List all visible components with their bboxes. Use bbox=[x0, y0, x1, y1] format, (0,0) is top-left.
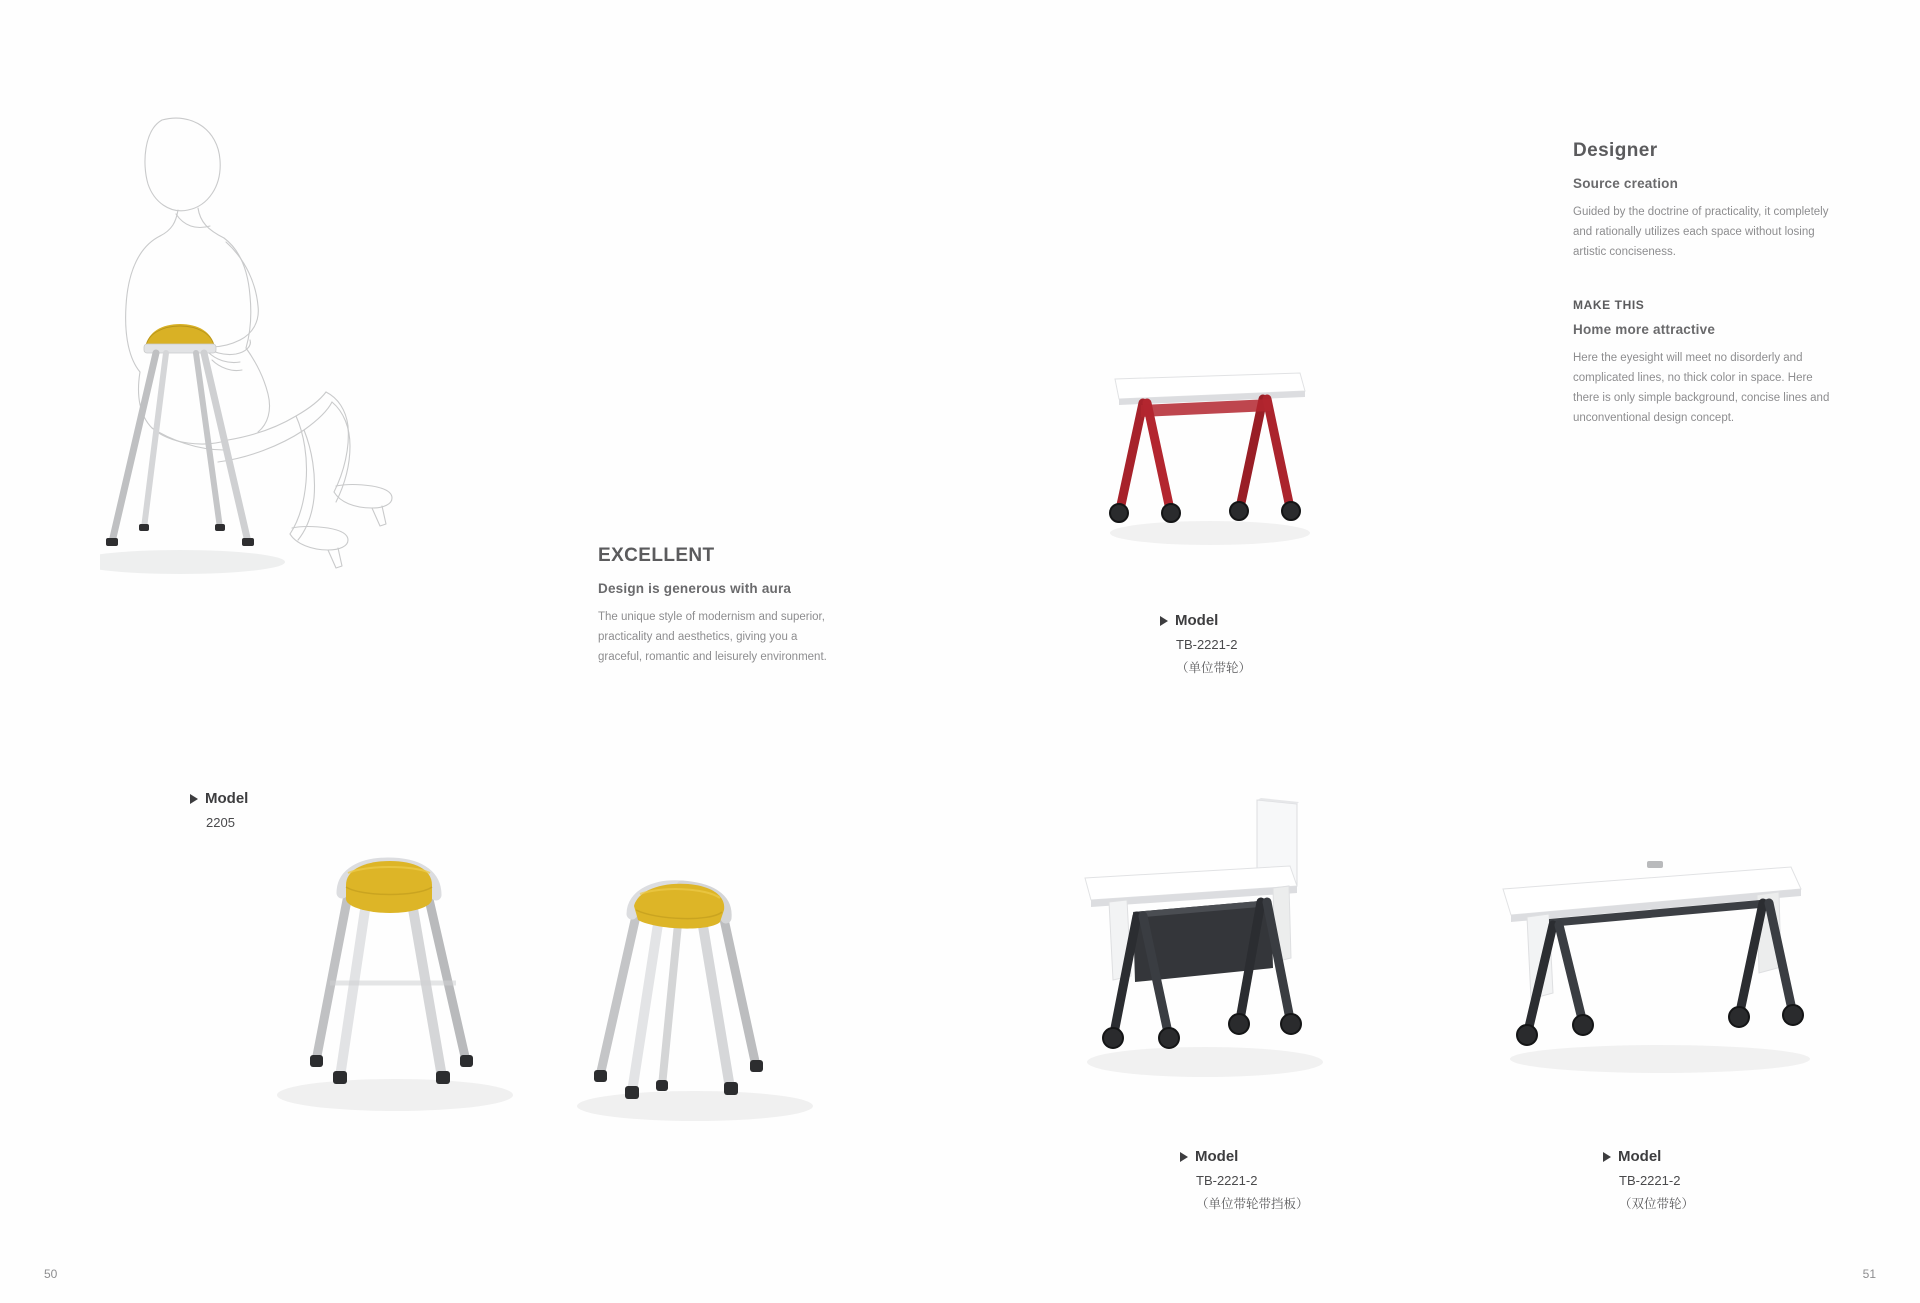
table-tb-2221-2-double-photo bbox=[1495, 845, 1825, 1085]
model-caption-tb-2221-2-modesty bbox=[1180, 1148, 1309, 1212]
model-caption-tb-2221-2-double bbox=[1603, 1148, 1694, 1212]
make-this-label: MAKE THIS bbox=[1573, 298, 1645, 313]
table-tb-2221-2-modesty-photo bbox=[1075, 790, 1335, 1090]
model-label: Model bbox=[205, 790, 249, 807]
designer-subtitle: Source creation bbox=[1573, 176, 1679, 191]
stool-2205-photo-angled bbox=[570, 880, 820, 1130]
triangle-right-icon bbox=[190, 794, 198, 804]
triangle-right-icon bbox=[1160, 616, 1168, 626]
table-tb-2221-2-red-photo bbox=[1095, 355, 1325, 555]
triangle-right-icon bbox=[1180, 1152, 1188, 1162]
model-label-row bbox=[1603, 1148, 1694, 1165]
model-note: （单位带轮带挡板） bbox=[1196, 1197, 1309, 1211]
model-code: 2205 bbox=[206, 815, 235, 830]
home-more-attractive-subtitle: Home more attractive bbox=[1573, 322, 1716, 338]
excellent-subtitle: Design is generous with aura bbox=[598, 581, 792, 596]
model-code: TB-2221-2 bbox=[1196, 1173, 1258, 1188]
model-label: Model bbox=[1618, 1148, 1662, 1165]
model-label-row bbox=[190, 790, 248, 807]
model-label: Model bbox=[1195, 1148, 1239, 1165]
model-label-row bbox=[1160, 612, 1251, 629]
model-code: TB-2221-2 bbox=[1619, 1173, 1681, 1188]
designer-title: Designer bbox=[1573, 140, 1658, 161]
excellent-text-block bbox=[598, 545, 828, 667]
model-label: Model bbox=[1175, 612, 1219, 629]
excellent-body: The unique style of modernism and superior, practicality and aesthetics, giving you a graceful, romantic and leisurely environment. bbox=[598, 611, 827, 663]
lineart-woman-on-stool-illustration bbox=[100, 110, 520, 590]
model-caption-tb-2221-2-single bbox=[1160, 612, 1251, 676]
model-note: （双位带轮） bbox=[1619, 1197, 1695, 1211]
home-more-attractive-body: Here the eyesight will meet no disorderly and complicated lines, no thick color in space. Here there is only simple background, concise lines and unconventional design concept. bbox=[1573, 352, 1830, 424]
model-caption-2205 bbox=[190, 790, 248, 830]
page-number-right: 51 bbox=[1862, 1267, 1876, 1281]
designer-text-block bbox=[1573, 140, 1831, 428]
model-code: TB-2221-2 bbox=[1176, 637, 1238, 652]
page-number-left: 50 bbox=[44, 1267, 58, 1281]
model-label-row bbox=[1180, 1148, 1309, 1165]
model-note: （单位带轮） bbox=[1176, 661, 1252, 675]
triangle-right-icon bbox=[1603, 1152, 1611, 1162]
stool-2205-photo-front bbox=[270, 855, 520, 1120]
excellent-title: EXCELLENT bbox=[598, 545, 715, 566]
designer-body: Guided by the doctrine of practicality, it completely and rationally utilizes each space without losing artistic conciseness. bbox=[1573, 206, 1829, 258]
